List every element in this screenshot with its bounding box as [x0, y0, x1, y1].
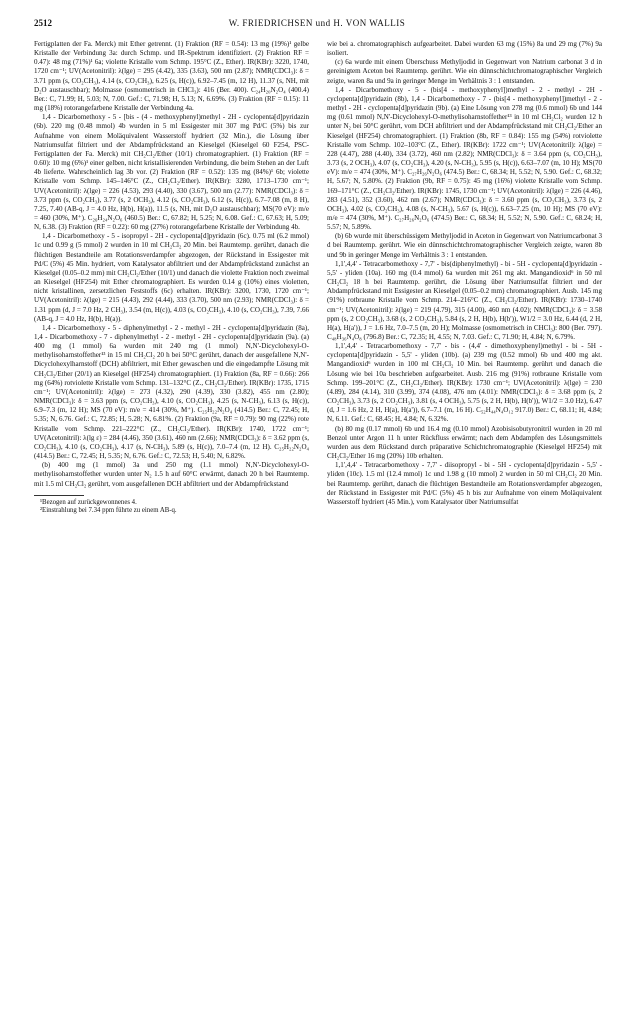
paragraph: 1,4 - Dicarbomethoxy - 5 - [bis - (4 - methoxyphenyl)methyl - 2H - cyclopenta[d]pyridazin (6b). 220 mg (0.48 mmol) 4b wurden in 5 ml Essigester mit 307 mg Pd/C (5%) bis zur Aufnahme von einem Moläquivalent Wasserstoff hydriert (32 Min.), die Lösung über Natriumsulfat filtriert und der Abdampfrückstand an Kieselgel (Kieselgel 60 F254, PSC-Fertigplatten der Fa. Merck) mit CH₂Cl₂/Ether (10/1) chromatographiert. (1) Fraktion (RF = 0.60): 10 mg (6%)¹ einer gelben, nicht kristallisierenden Verbindung, die beim Stehen an der Luft 4b lieferte. Wahrscheinlich lag 3b vor. (2) Fraktion (RF = 0.52): 135 mg (84%)¹ 6b; violette Kristalle vom Schmp. 145–146°C (Z., CH₂Cl₂/Ether). IR(KBr): 3280, 1713–1730 cm⁻¹; UV(Acetonitril): λ(lge) = 226 (4.53), 293 (4.40), 330 (3.67), 500 nm (2.77): NMR(CDCl₃): δ = 3.73 ppm (s, CO₂CH₃), 3.77 (s, 2 OCH₃), 4.12 (s, CO₂CH₃), 6.12 (s, H(c)), 6.7–7.08 (m, 8 H), 7.25, 7.40 (AB-q, J = 4.0 Hz, H(b), H(a)), 11.5 (s, NH, mit D₂O austauschbar); MS(70 eV): m/e = 460 (30%, M⁺). C₂₆H₂₄N₂O₆ (460.5) Ber.: C, 67.82; H, 5.25; N, 6.08. Gef.: C, 67.63; H, 5.09; N, 6.38. (3) Fraktion (RF = 0.22): 60 mg (27%) rotorangefarbene Kristalle der Verbindung 4b. [34, 113, 309, 232]
paragraph: (b) 400 mg (1 mmol) 3a und 250 mg (1.1 mmol) N,N'-Dicyclohexyl-O-methylisoharnstoffether wurden unter N₂ 1.5 h auf 60°C erwärmt, danach 20 h bei Raumtemp. mit 1.5 ml CH₂Cl₂ gerührt, vom ausgefallenen DCH abfiltriert und der Abdampfrückstand [34, 461, 309, 488]
paragraph: 1,4 - Dicarbomethoxy - 5 - (bis[4 - methoxyphenyl])methyl - 2 - methyl - 2H - cyclopenta[d]pyridazin (8b), 1,4 - Dicarbomethoxy - 7 - (bis[4 - methoxyphenyl])methyl - 2 - methyl - 2H - cyclopenta[d]pyridazin (9b). (a) Eine Lösung von 278 mg (0.6 mmol) 6b und 144 mg (0.61 mmol) N,N'-Dicyclohexyl-O-methylisoharnstoffether¹³ in 10 ml CH₂Cl₂ wurden 12 h unter N₂ bei 50°C gerührt, vom DCH abfiltriert und der Abdampfrückstand mit CH₂Cl₂/Ether an Kieselgel (HF254) chromatographiert. (1) Fraktion (8b, RF = 0.84): 155 mg (54%) rotviolette Kristalle vom Schmp. 102–103°C (Z., Ether). IR(KBr): 1722 cm⁻¹; UV(Acetonitril): λ(lge) = 228 (4.47), 288 (4.40), 334 (3.72), 460 nm (2.82); NMR(CDCl₃): δ = 3.64 ppm (s, CO₂CH₃), 3.73 (s, 2 OCH₃), 4.07 (s, CO₂CH₃), 4.20 (s, N-CH₃), 5.95 (s, H(c)), 6.63–7.07 (m, 10 H); MS(70 eV): m/e = 474 (30%, M⁺). C₂₇H₂₆N₂O₆ (474.5) Ber.: C, 68.34; H, 5.52; N, 5.90. Gef.: C, 68.32; H, 5.67; N, 5.80%. (2) Fraktion (9b, RF = 0.75): 45 mg (16%) violette Kristalle vom Schmp. 169–171°C (Z., CH₂Cl₂/Ether). IR(KBr): 1745, 1730 cm⁻¹; UV(Acetonitril): λ(lge) = 226 (4.46), 283 (4.51), 352 (3.60), 462 nm (2.67); NMR(CDCl₃): δ = 3.60 ppm (s, CO₂CH₃), 3.73 (s, 2 OCH₃), 4.02 (s, CO₂CH₃), 4.08 (s, N-CH₃), 5.67 (s, H(c)), 6.63–7.25 (m, 10 H); MS (70 eV): m/e = 474 (30%, M⁺). C₂₇H₂₆N₂O₆ (474.5) Ber.: C, 68.34; H, 5.52; N, 5.90. Gef.: C, 68.24; H, 5.57; N, 5.89%. [327, 85, 602, 232]
two-column-body [34, 40, 602, 516]
paragraph: 1,1',4,4' - Tetracarbomethoxy - 7,7' - diisopropyl - bi - 5H - cyclopenta[d]pyridazin - 5,5' - yliden (10c). 1.5 ml (12.4 mmol) 1c und 1.98 g (10 mmol) 2 wurden in 50 ml CH₂Cl₂ 20 Min. bei Raumtemp. gerührt, danach die flüchtigen Bestandteile am Rotationsverdampfer abgezogen, der Rückstand in Essigester mit Pd/C (5%) 45 h bis zur Aufnahme von einem Moläquivalent Wasserstoff hydriert (45 Min.), vom Katalysator über Natriumsulfat [327, 461, 602, 506]
page-number: 2512 [34, 18, 52, 28]
paragraph: (c) 6a wurde mit einem Überschuss Methyljodid in Gegenwart von Natrium carbonat 3 d in gereinigtem Aceton bei Raumtemp. gerührt. Wie ein dünnschichtchromatographischer Vergleich zeigte, waren 8a und 9a in geringer Menge im Verhältnis 3 : 1 entstanden. [327, 58, 602, 85]
page-header [34, 18, 602, 32]
right-column [327, 40, 602, 516]
footnote: ²Einstrahlung bei 7.34 ppm führte zu einem AB-q. [40, 507, 177, 515]
paragraph: (b) 6b wurde mit überschüssigem Methyljodid in Aceton in Gegenwart von Natriumcarbonat 3 d bei Raumtemp. gerührt. Wie ein dünnschichtchromatographischer Vergleich zeigte, waren 8b und 9b in geringer Menge im Verhältnis 3 : 1 entstanden. [327, 232, 602, 259]
paragraph: 1,1',4,4' - Tetracarbomethoxy - 7,7' - bis(diphenylmethyl) - bi - 5H - cyclopenta[d]pyridazin - 5,5' - yliden (10a). 160 mg (0.4 mmol) 6a wurden mit 261 mg akt. Mangandioxid⁶ in 50 ml CH₂Cl₂ 18 h bei Raumtemp. gerührt, die Lösung über Natriumsulfat filtriert und der Abdampfrückstand mit Essigester an Kieselgel (0.05–0.2 mm) chromatographiert. Ausb. 145 mg (91%) rotbraune Kristalle vom Schmp. 214–216°C (Z., CH₂Cl₂/Ether). IR(KBr): 1730–1740 cm⁻¹; UV(Acetonitril): λ(lge) = 219 (4.79), 315 (4.00), 460 nm (4.02); NMR(CDCl₃): δ = 3.58 ppm (s, 2 CO₂CH₃), 3.68 (s, 2 CO₂CH₃), 5.84 (s, 2 H, H(b), H(b')), W1/2 = 3.0 Hz, 6.44 (d, 2 H, H(a), H(a')), J = 1.6 Hz, 7.0–7.5 (m, 20 H); Molmasse (osmometrisch in CHCl₃): 800 (Ber. 797). C₄₈H₃₆N₄O₈ (796.8) Ber.: C, 72.35; H, 4.55; N, 7.03. Gef.: C, 71.90; H, 4.84; N, 6.79%. [327, 259, 602, 341]
paragraph: 1,4 - Dicarbomethoxy - 5 - isopropyl - 2H - cyclopenta[d]pyridazin (6c). 0.75 ml (6.2 mmol) 1c und 0.99 g (5 mmol) 2 wurden in 10 ml CH₂Cl₂ 20 Min. bei Raumtemp. gerührt, danach die flüchtigen Bestandteile am Rotationsverdampfer abgezogen, der Rückstand in Essigester mit Pd/C (5%) 45 Min. hydriert, vom Katalysator abfiltriert und der Abdampfrückstand zunächst an Kieselgel (0.05–0.2 mm) mit CH₂Cl₂/Ether (10/1) und danach die violette Fraktion noch zweimal an Kieselgel (HF254) mit Ether chromatographiert. Es wurden 0.14 g (10%) eines violetten, nicht kristallinen, zersetzlichen Feststoffs (6c) erhalten. IR(KBr): 3200, 1730, 1720 cm⁻¹; UV(Acetonitril): λ(lge) = 215 (4.43), 292 (4.44), 333 (3.70), 500 nm (2.93); NMR(CDCl₃): δ = 1.31 ppm (d, J = 7.0 Hz, 2 CH₃), 3.54 (m, H(c)), 4.03 (s, CO₂CH₃), 4.10 (s, CO₂CH₃), 7.39, 7.66 (AB-q, J = 4.0 Hz, H(b), H(a)). [34, 232, 309, 323]
left-column [34, 40, 309, 516]
footnote: ¹Bezogen auf zurückgewonnenes 4. [40, 498, 137, 506]
paragraph: Fertigplatten der Fa. Merck) mit Ether getrennt. (1) Fraktion (RF = 0.54): 13 mg (19%)¹ gelbe Kristalle der Verbindung 3a: durch Schmp. und IR-Spektrum identifiziert. (2) Fraktion RF = 0.47): 48 mg (71%)¹ 6a; violette Kristalle vom Schmp. 195°C (Z., Ether). IR(KBr): 3220, 1740, 1720 cm⁻¹; UV(Acetonitril): λ(lge) = 295 (4.42), 335 (3.63), 500 nm (2.87); NMR(CDCl₃): δ = 3.71 ppm (s, CO₂CH₃), 4.14 (s, CO₂CH₃), 6.25 (s, H(c)), 6.92–7.45 (m, 12 H), 11.37 (s, NH, mit D₂O austauschbar); Molmasse (osmometrisch in CHCl₃): 416 (Ber. 400). C₂₄H₂₀N₂O₄ (400.4) Ber.: C, 71.99; H, 5.03; N, 7.00. Gef.: C, 71.98; H, 5.13; N, 6.69%. (3) Fraktion (RF = 0.15): 11 mg (18%) rotorangefarbene Kristalle der Verbindung 4a. [34, 40, 309, 113]
paragraph: 1,1',4,4' - Tetracarbomethoxy - 7,7' - bis - (4,4' - dimethoxyphenyl)methyl - bi - 5H - cyclopenta[d]pyridazin - 5,5' - yliden (10b). (a) 239 mg (0.52 mmol) 6b und 400 mg akt. Mangandioxid⁶ wurden in 100 ml CH₂Cl₂ 10 Min. bei Raumtemp. gerührt und danach die Lösung wie bei 10a beschrieben aufgearbeitet. Ausb. 216 mg (91%) rotbraune Kristalle vom Schmp. 199–201°C (Z., CH₂Cl₂/Ether). IR(KBr): 1730 cm⁻¹; UV(Acetonitril): λ(lge) = 230 (4.89), 284 (4.14), 310 (3.99), 374 (4.08), 476 nm (4.01): NMR(CDCl₃): δ = 3.68 ppm (s, 2 CO₂CH₃), 3.73 (s, 2 CO₂CH₃), 3.81 (s, 4 OCH₃), 5.75 (s, 2 H, H(b), H(b')), W1/2 = 3.0 Hz), 6.47 (d, J = 1.6 Hz, 2 H, H(a), H(a')), 6.7–7.1 (m, 16 H). C₅₂H₄₄N₄O₁₂ 917.0) Ber.: C, 68.11; H, 4.84; N, 6.11. Gef.: C, 68.45; H, 4.84; N, 6.32%. [327, 342, 602, 424]
running-head-authors: W. FRIEDRICHSEN und H. VON WALLIS [228, 18, 406, 28]
footnote-rule [34, 495, 84, 496]
paragraph: (b) 80 mg (0.17 mmol) 6b und 16.4 mg (0.10 mmol) Azobisisobutyronitril wurden in 20 ml Benzol unter Argon 11 h unter Rückfluss erwärmt; nach dem Abdampfen des Lösungsmittels wurden aus dem Rückstand durch präparative Schichtchromatographie (Kieselgel HF254) mit CH₂Cl₂/Ether 16 mg (20%) 10b erhalten. [327, 424, 602, 461]
paragraph: 1,4 - Dicarbomethoxy - 5 - diphenylmethyl - 2 - methyl - 2H - cyclopenta[d]pyridazin (8a), 1,4 - Dicarbomethoxy - 7 - diphenylmethyl - 2 - methyl - 2H - cyclopenta[d]pyridazin (9a). (a) 400 mg (1 mmol) 6a wurden mit 240 mg (1 mmol) N,N'-Dicyclohexyl-O-methylisoharnstoffether¹³ in 15 ml CH₂Cl₂ 20 h bei 50°C gerührt, danach der ausgefallene N,N'-Dicyclohexylharnstoff (DCH) abfiltriert, mit Ether gewaschen und die eingedampfte Lösung mit CH₂Cl₂/Ether (20/1) an Kieselgel (HF254) chromatographiert. (1) Fraktion (8a, RF = 0.66): 266 mg (64%) rotviolette Kristalle vom Schmp. 131–132°C (Z., CH₂Cl₂/Ether). IR(KBr): 1735, 1715 cm⁻¹; UV(Acetonitril): λ(lge) = 273 (4.32), 290 (4.39), 330 (3.82), 455 nm (2.80); NMR(CDCl₃): δ = 3.63 ppm (s, CO₂CH₃), 4.10 (s, CO₂CH₃), 4.25 (s, N-CH₃), 6.13 (s, H(c)), 6.9–7.3 (m, 12 H); MS (70 eV): m/e = 414 (30%, M⁺). C₂₅H₂₂N₂O₄ (414.5) Ber.: C, 72.45; H, 5.35; N, 6.76. Gef.: C, 72.85; H, 5.28; N, 6.81%. (2) Fraktion (9a, RF = 0.79): 90 mg (22%) rote Kristalle vom Schmp. 221–222°C (Z., CH₂Cl₂/Ether). IR(KBr): 1740, 1722 cm⁻¹; UV(Acetonitril): λ(lg ε) = 284 (4.46), 350 (3.61), 460 nm (2.66); NMR(CDCl₃): δ = 3.62 ppm (s, CO₂CH₃), 4.10 (s, CO₂CH₃), 4.17 (s, N-CH₃), 5.89 (s, H(c)), 7.0–7.4 (m, 12 H). C₂₅H₂₂N₂O₄ (414.5) Ber.: C, 72.45; H, 5.35; N, 6.76. Gef.: C, 72.53; H, 5.40; N, 6.82%. [34, 323, 309, 461]
paragraph: wie bei a. chromatographisch aufgearbeitet. Dabei wurden 63 mg (15%) 8a und 29 mg (7%) 9a isoliert. [327, 40, 602, 58]
footnotes [34, 499, 309, 517]
